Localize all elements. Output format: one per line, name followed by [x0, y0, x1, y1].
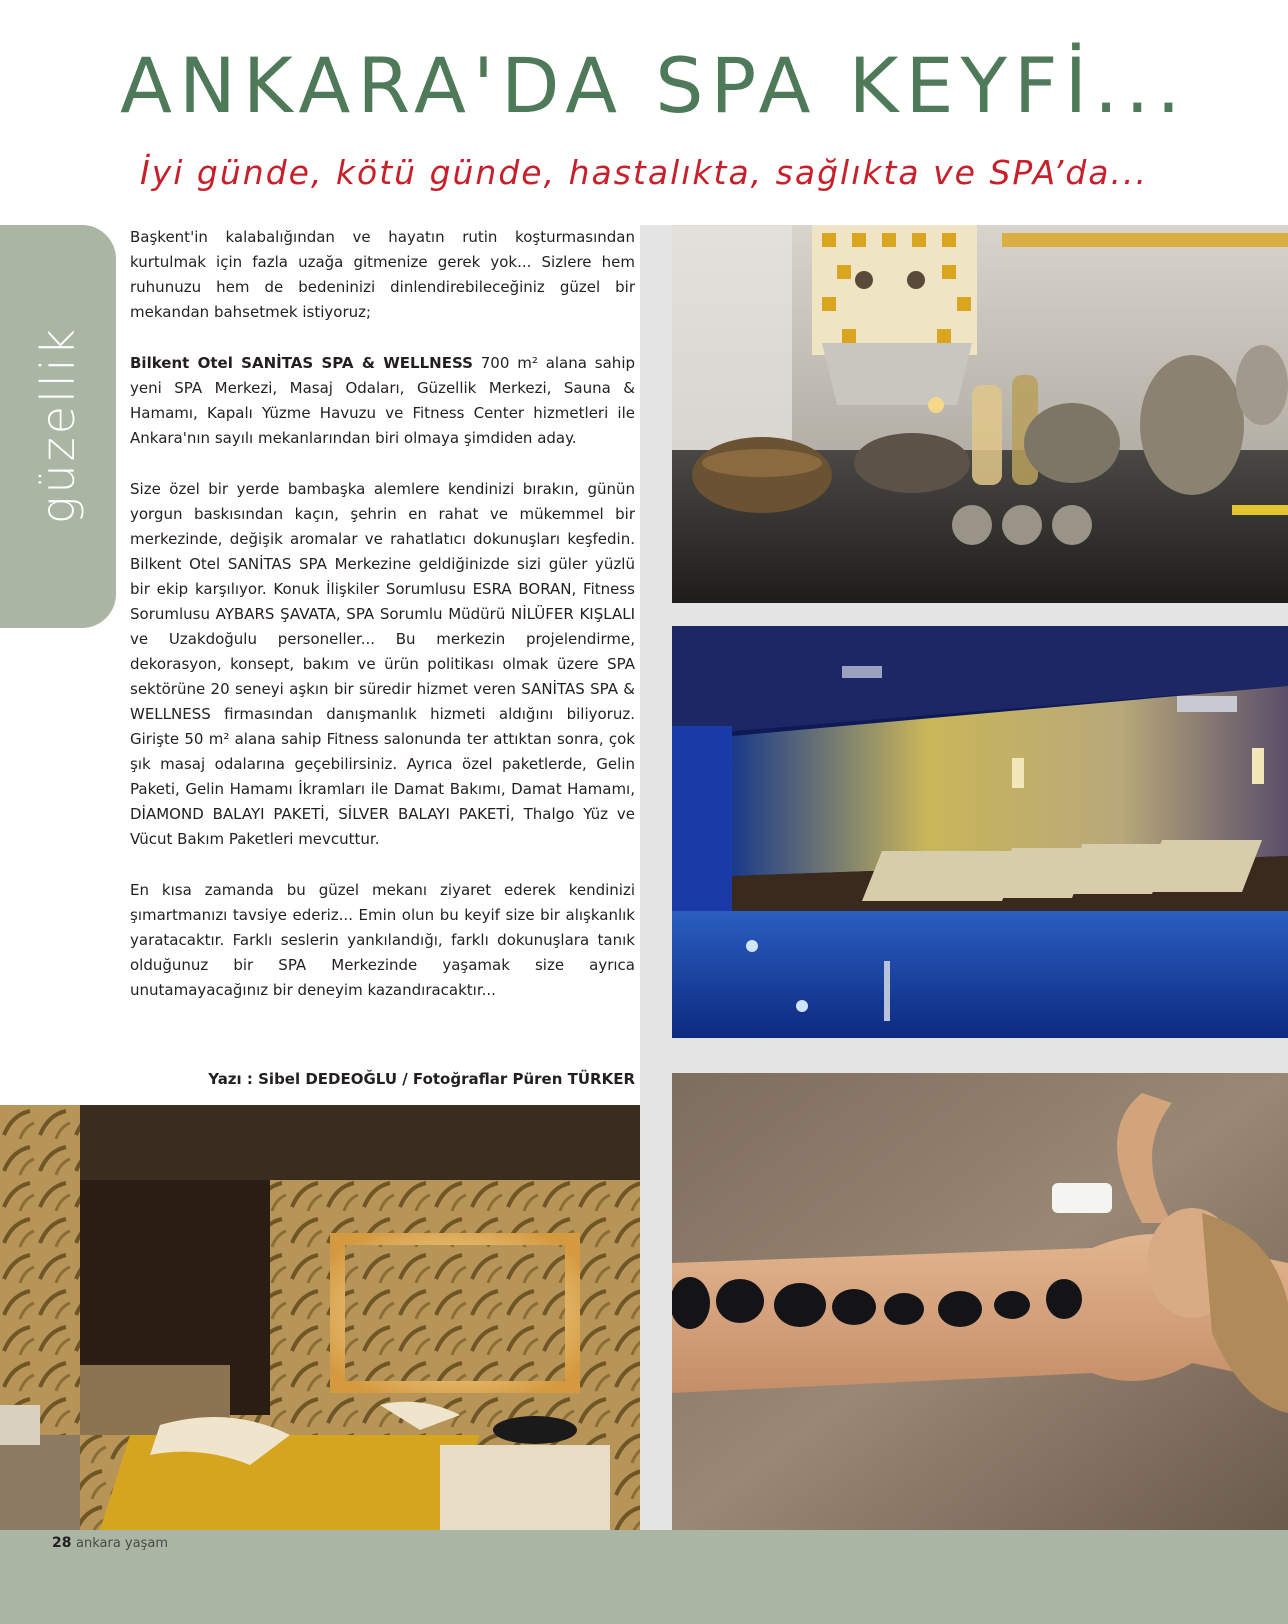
venue-name: Bilkent Otel SANİTAS SPA & WELLNESS	[130, 354, 473, 372]
section-tab	[0, 225, 116, 628]
hamam-photo	[672, 225, 1288, 603]
article-title: ANKARA'DA SPA KEYFİ...	[120, 41, 1188, 130]
pool-photo	[672, 626, 1288, 1038]
massage-room-photo	[0, 1105, 640, 1530]
article-paragraph-text: 700 m² alana sahip yeni SPA Merkezi, Masaj Odaları, Güzellik Merkezi, Sauna & Hamamı, Kapalı Yüzme Havuzu ve Fitness Center hizmetleri ile Ankara'nın sayılı mekanlarından biri olmaya şimdiden aday.	[130, 354, 636, 447]
page-number: 28	[52, 1535, 72, 1551]
article-paragraph: En kısa zamanda bu güzel mekanı ziyaret ederek kendinizi şımartmanızı tavsiye ederiz... Emin olun bu keyif size bir alışkanlık yaratacaktır. Farklı seslerin yankılandığı, farklı dokunuşlara tanık olduğunuz bir SPA Merkezinde yaşamak size ayrıca unutamayacağınız bir deneyim kazandıracaktır...	[130, 881, 635, 999]
article-body	[130, 225, 635, 1029]
section-tab-label: güzellik	[31, 325, 85, 525]
article-subtitle: İyi günde, kötü günde, hastalıkta, sağlıkta ve SPA’da...	[140, 153, 1148, 192]
article-paragraph: Başkent'in kalabalığından ve hayatın rutin koşturmasından kurtulmak için fazla uzağa gitmenize gerek yok... Sizlere hem ruhunuzu hem de bedeninizi dinlendirebileceğiniz güzel bir mekandan bahsetmek istiyoruz;	[130, 228, 635, 321]
article-paragraph	[130, 351, 635, 451]
article-paragraph: Size özel bir yerde bambaşka alemlere kendinizi bırakın, günün yorgun baskısından kaçın, şehrin en rahat ve mükemmel bir merkezinde, değişik aromalar ve rahatlatıcı dokunuşları keşfedin. Bilkent Otel SANİTAS SPA Merkezine geldiğinizde sizi güler yüzlü bir ekip karşılıyor. Konuk İlişkiler Sorumlusu ESRA BORAN, Fitness Sorumlusu AYBARS ŞAVATA, SPA Sorumlu Müdürü NİLÜFER KIŞLALI ve Uzakdoğulu personeller... Bu merkezin projelendirme, dekorasyon, konsept, bakım ve ürün politikası olmak üzere SPA sektörüne 20 seneyi aşkın bir süredir hizmet veren SANİTAS SPA & WELLNESS firmasından danışmanlık hizmeti aldığını biliyoruz. Girişte 50 m² alana sahip Fitness salonunda ter attıktan sonra, çok şık masaj odalarına geçebilirsiniz. Ayrıca özel paketlerde, Gelin Paketi, Gelin Hamamı İkramları ile Damat Bakımı, Damat Hamamı, DİAMOND BALAYI PAKETİ, SİLVER BALAYI PAKETİ, Thalgo Yüz ve Vücut Bakım Paketleri mevcuttur.	[130, 480, 635, 848]
page-footer	[0, 1530, 1288, 1624]
magazine-name: ankara yaşam	[76, 1536, 168, 1551]
photo-credit: Yazı : Sibel DEDEOĞLU / Fotoğraflar Püren TÜRKER	[208, 1070, 635, 1088]
stone-massage-photo	[672, 1073, 1288, 1530]
